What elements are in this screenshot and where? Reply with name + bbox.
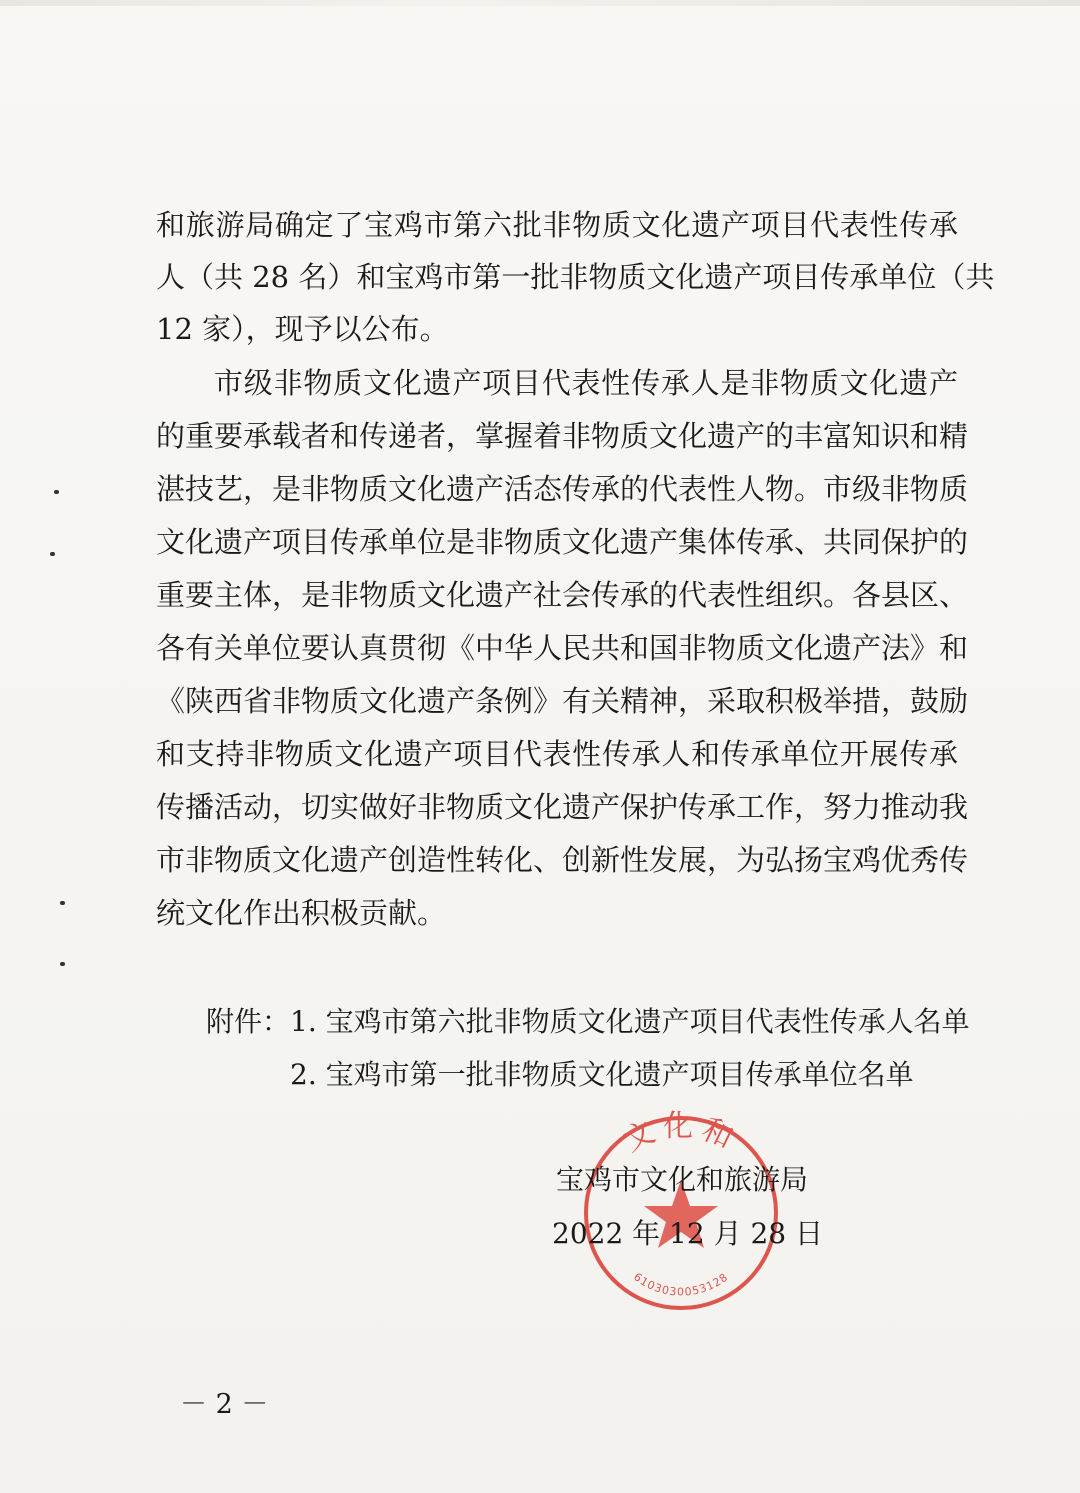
page-number: － 2 － (180, 1389, 269, 1420)
paragraph-2-line-6: 各有关单位要认真贯彻《中华人民共和国非物质文化遗产法》和 (156, 631, 969, 665)
paragraph-2-line-3: 湛技艺，是非物质文化遗产活态传承的代表性人物。市级非物质 (156, 472, 969, 506)
paragraph-2-line-7: 《陕西省非物质文化遗产条例》有关精神，采取积极举措，鼓励 (156, 684, 969, 718)
svg-text:6103030053128: 6103030053128 (631, 1270, 731, 1299)
paragraph-2-line-11: 统文化作出积极贡献。 (156, 896, 447, 930)
svg-text:文化和: 文化和 (618, 1109, 744, 1159)
paragraph-1-line-1: 和旅游局确定了宝鸡市第六批非物质文化遗产项目代表性传承 (156, 208, 958, 242)
paragraph-2-line-5: 重要主体，是非物质文化遗产社会传承的代表性组织。各县区、 (156, 578, 969, 612)
paragraph-2-line-9: 传播活动，切实做好非物质文化遗产保护传承工作，努力推动我 (156, 790, 969, 824)
paragraph-2-line-4: 文化遗产项目传承单位是非物质文化遗产集体传承、共同保护的 (156, 525, 969, 559)
paragraph-2-line-2: 的重要承载者和传递者，掌握着非物质文化遗产的丰富知识和精 (156, 419, 969, 453)
attachment-item-2: 2. 宝鸡市第一批非物质文化遗产项目传承单位名单 (290, 1058, 914, 1091)
paragraph-2-line-1: 市级非物质文化遗产项目代表性传承人是非物质文化遗产 (214, 366, 958, 400)
issuing-organization: 宝鸡市文化和旅游局 (556, 1163, 809, 1196)
scan-edge (0, 0, 1080, 6)
official-seal (556, 1108, 809, 1318)
issue-date: 2022 年 12 月 28 日 (552, 1217, 824, 1250)
paragraph-2-line-8: 和支持非物质文化遗产项目代表性传承人和传承单位开展传承 (156, 737, 958, 771)
paragraph-1-line-2: 人（共 28 名）和宝鸡市第一批非物质文化遗产项目传承单位（共 (156, 260, 995, 294)
attachments-label: 附件： (206, 1005, 291, 1038)
paragraph-2-line-10: 市非物质文化遗产创造性转化、创新性发展，为弘扬宝鸡优秀传 (156, 843, 969, 877)
attachment-item-1: 1. 宝鸡市第六批非物质文化遗产项目代表性传承人名单 (290, 1005, 970, 1038)
paragraph-1-line-3: 12 家），现予以公布。 (156, 312, 449, 346)
